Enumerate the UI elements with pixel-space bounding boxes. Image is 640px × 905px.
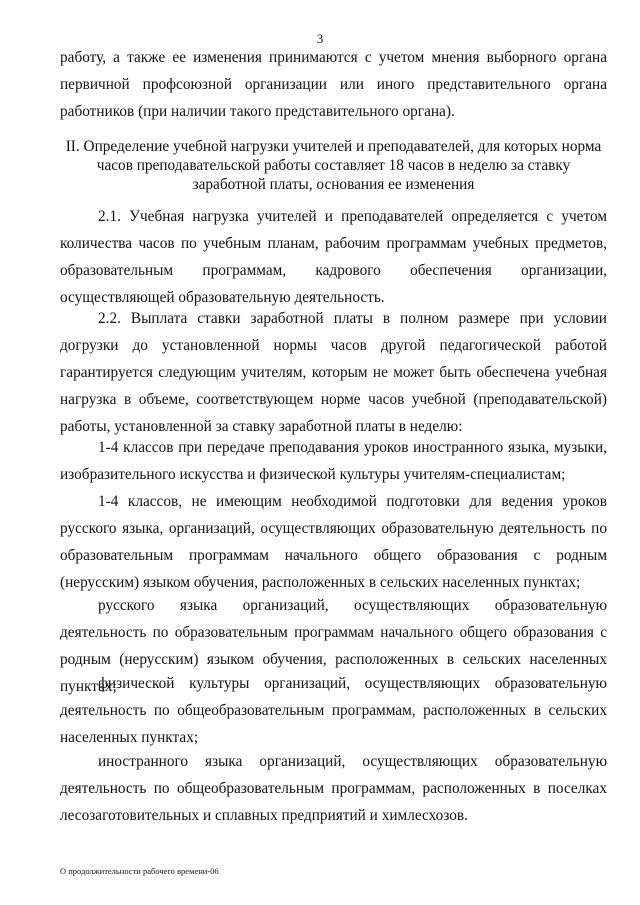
section-title: II. Определение учебной нагрузки учителей и преподавателей, для которых норма часов преподавательской работы составляет 18 часов в неделю за ставку заработной платы, основания ее изменения: [65, 138, 602, 193]
list-item-4: физической культуры организаций, осуществляющих образовательную деятельность по общеобразовательным программам, расположенных в сельских населенных пунктах;: [60, 675, 607, 746]
list-item-1: 1-4 классов при передаче преподавания уроков иностранного языка, музыки, изобразительного искусства и физической культуры учителям-специалистам;: [60, 439, 607, 483]
list-item-3: русского языка организаций, осуществляющих образовательную деятельность по образовательным программам начального общего образования с родным (нерусским) языком обучения, расположенных в сельских населенных пунктах;: [60, 597, 607, 695]
paragraph-continuation: работу, а также ее изменения принимаются с учетом мнения выборного органа первичной профсоюзной организации или иного представительного органа работников (при наличии такого представительного органа).: [60, 49, 607, 120]
page-number: 3: [316, 31, 324, 46]
footer-note: О продолжительности рабочего времени-06: [60, 866, 219, 876]
paragraph-2-2: 2.2. Выплата ставки заработной платы в полном размере при условии догрузки до установленной нормы часов другой педагогической работой гарантируется следующим учителям, которым не может быть обеспечена учебная нагрузка в объеме, соответствующем норме часов учебной (преподавательской) работы, установленной за ставку заработной платы в неделю:: [60, 310, 607, 435]
list-item-2: 1-4 классов, не имеющим необходимой подготовки для ведения уроков русского языка, организаций, осуществляющих образовательную деятельность по образовательным программам начального общего образования с родным (нерусским) языком обучения, расположенных в сельских населенных пунктах;: [60, 493, 607, 591]
paragraph-2-1: 2.1. Учебная нагрузка учителей и преподавателей определяется с учетом количества часов по учебным планам, рабочим программам учебных предметов, образовательным программам, кадрового обеспечения организации, осуществляющей образовательную деятельность.: [60, 208, 607, 306]
list-item-5: иностранного языка организаций, осуществляющих образовательную деятельность по общеобразовательным программам, расположенных в поселках лесозаготовительных и сплавных предприятий и химлесхозов.: [60, 753, 607, 824]
